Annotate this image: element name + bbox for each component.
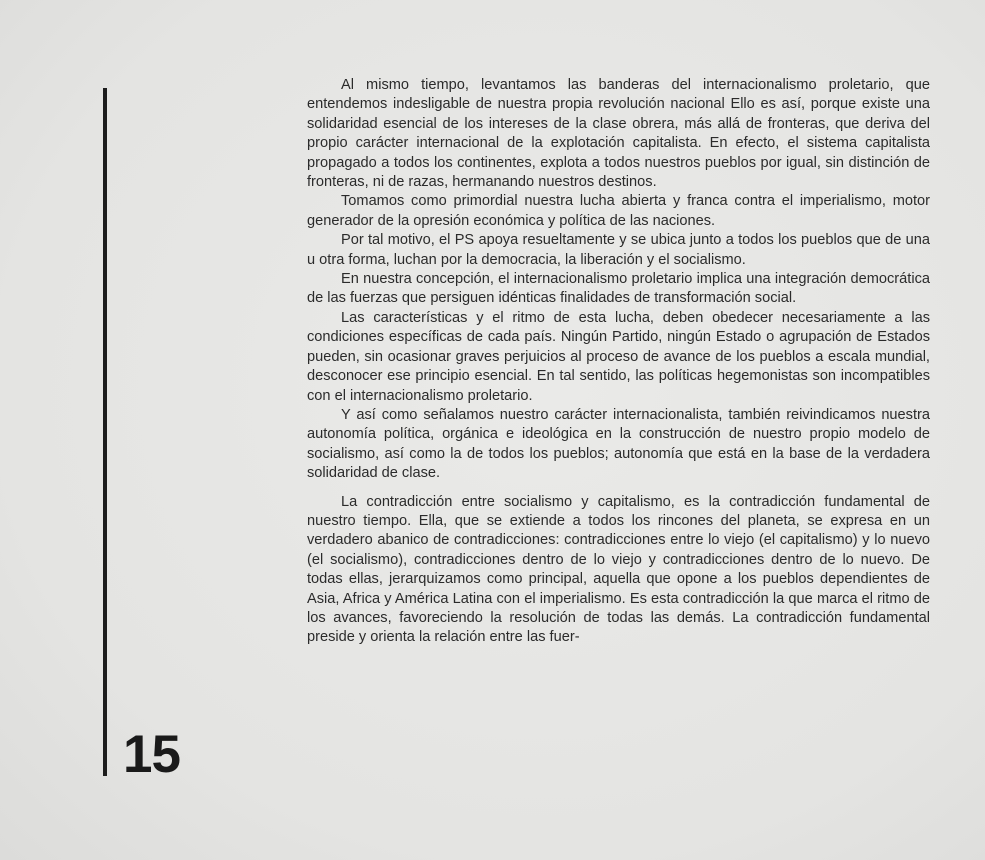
paragraph: Las características y el ritmo de esta lucha, deben obedecer necesariamente a las condiciones específicas de cada país. Ningún Partido, ningún Estado o agrupación de Estados pueden, sin ocasionar graves perjuicios al proceso de avance de los pueblos a escala mundial, desconocer ese principio esencial. En tal sentido, las políticas hegemonistas son incompatibles con el internacionalismo proletario.	[307, 309, 930, 404]
paragraph: En nuestra concepción, el internacionalismo proletario implica una integración democrática de las fuerzas que persiguen idénticas finalidades de transformación social.	[307, 271, 930, 307]
body-text	[307, 76, 930, 648]
paragraph: Por tal motivo, el PS apoya resueltamente y se ubica junto a todos los pueblos que de una u otra forma, luchan por la democracia, la liberación y el socialismo.	[307, 232, 930, 268]
paragraph: Y así como señalamos nuestro carácter internacionalista, también reivindicamos nuestra autonomía política, orgánica e ideológica en la construcción de nuestro propio modelo de socialismo, así como la de todos los pueblos; autonomía que está en la base de la verdadera solidaridad de clase.	[307, 406, 930, 482]
page-number: 15	[123, 725, 180, 784]
vertical-margin-rule	[103, 88, 107, 776]
paragraph: Tomamos como primordial nuestra lucha abierta y franca contra el imperialismo, motor generador de la opresión económica y política de las naciones.	[307, 193, 930, 229]
paragraph: La contradicción entre socialismo y capitalismo, es la contradicción fundamental de nuestro tiempo. Ella, que se extiende a todos los rincones del planeta, se expresa en un verdadero abanico de contradicciones: contradicciones entre lo viejo (el capitalismo) y lo nuevo (el socialismo), contradicciones dentro de lo viejo y contradicciones dentro de lo nuevo. De todas ellas, jerarquizamos como principal, aquella que opone a los pueblos dependientes de Asia, Africa y América Latina con el imperialismo. Es esta contradicción la que marca el ritmo de los avances, favoreciendo la resolución de todas las demás. La contradicción fundamental preside y orienta la relación entre las fuer-	[307, 493, 930, 646]
paragraph: Al mismo tiempo, levantamos las banderas del internacionalismo proletario, que entendemos indesligable de nuestra propia revolución nacional Ello es así, porque existe una solidaridad esencial de los intereses de la clase obrera, más allá de fronteras, que deriva del propio carácter internacional de la explotación capitalista. En efecto, el sistema capitalista propagado a todos los continentes, explota a todos nuestros pueblos por igual, sin distinción de fronteras, ni de razas, hermanando nuestros destinos.	[307, 77, 930, 191]
